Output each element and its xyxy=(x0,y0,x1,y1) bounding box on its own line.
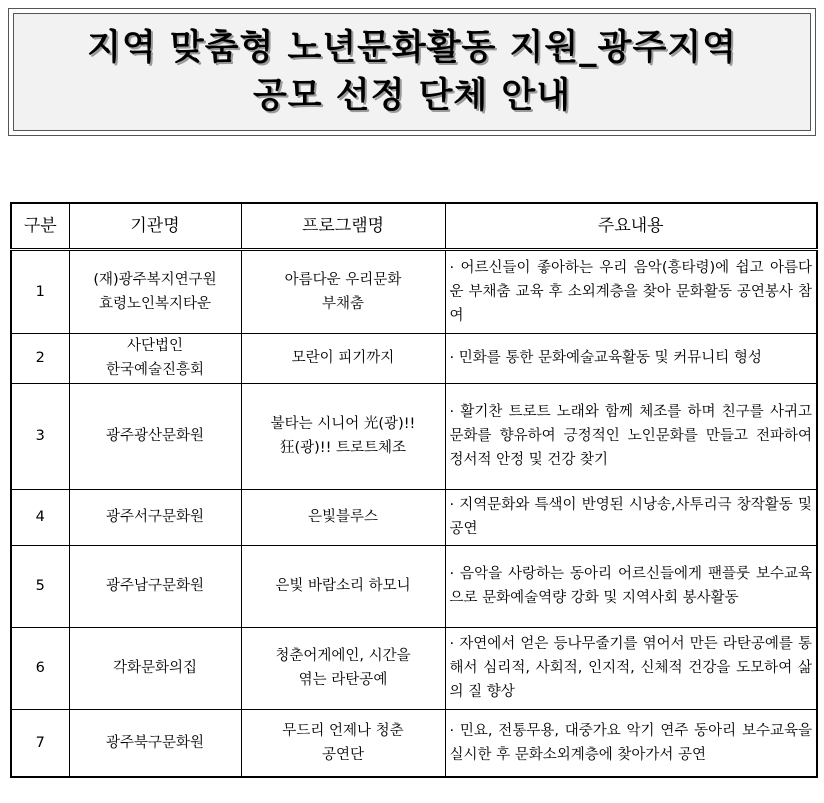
program-line: 은빛 바람소리 하모니 xyxy=(275,578,411,594)
row-number: 7 xyxy=(11,709,69,777)
organization-cell xyxy=(69,709,241,777)
title-box xyxy=(8,8,816,136)
program-line: 은빛블루스 xyxy=(307,509,379,525)
content-cell: · 자연에서 얻은 등나무줄기를 엮어서 만든 라탄공예를 통해서 심리적, 사회적, 인지적, 신체적 건강을 도모하여 삶의 질 향상 xyxy=(445,627,817,709)
content-cell: · 민화를 통한 문화예술교육활동 및 커뮤니티 형성 xyxy=(445,333,817,383)
program-cell xyxy=(241,333,445,383)
organization-cell xyxy=(69,383,241,489)
program-cell xyxy=(241,383,445,489)
content-cell: · 어르신들이 좋아하는 우리 음악(흥타령)에 쉽고 아름다운 부채춤 교육 후 소외계층을 찾아 문화활동 공연봉사 참여 xyxy=(445,249,817,333)
title-line-1: 지역 맞춤형 노년문화활동 지원_광주지역 xyxy=(87,28,737,68)
organization-cell xyxy=(69,249,241,333)
organization-line: 광주북구문화원 xyxy=(105,734,205,751)
row-number: 4 xyxy=(11,489,69,545)
table-row xyxy=(11,249,817,333)
row-number: 2 xyxy=(11,333,69,383)
program-line: 부채춤 xyxy=(321,295,365,312)
program-line: 아름다운 우리문화 xyxy=(284,271,402,288)
title-line-2: 공모 선정 단체 안내 xyxy=(252,76,572,116)
program-line: 狂(광)!! 트로트체조 xyxy=(279,440,407,456)
title-panel xyxy=(13,13,811,131)
header-category: 구분 xyxy=(11,203,69,249)
organization-line: 각화문화의집 xyxy=(112,660,198,676)
program-line: 불타는 시니어 光(광)!! xyxy=(270,416,416,432)
table-row xyxy=(11,489,817,545)
content-cell: · 지역문화와 특색이 반영된 시낭송,사투리극 창작활동 및 공연 xyxy=(445,489,817,545)
organization-line: 광주서구문화원 xyxy=(105,509,205,525)
program-line: 공연단 xyxy=(321,746,365,763)
selection-table xyxy=(10,202,818,778)
row-number: 1 xyxy=(11,249,69,333)
program-cell xyxy=(241,545,445,627)
organization-cell xyxy=(69,545,241,627)
content-cell: · 활기찬 트로트 노래와 함께 체조를 하며 친구를 사귀고 문화를 향유하여 긍정적인 노인문화를 만들고 전파하여 정서적 안정 및 건강 찾기 xyxy=(445,383,817,489)
program-cell xyxy=(241,627,445,709)
organization-line: 광주광산문화원 xyxy=(105,428,205,444)
organization-cell xyxy=(69,489,241,545)
organization-line: 효령노인복지타운 xyxy=(98,295,212,312)
organization-line: 한국예술진흥회 xyxy=(105,362,205,378)
header-organization: 기관명 xyxy=(69,203,241,249)
organization-cell xyxy=(69,627,241,709)
program-cell xyxy=(241,249,445,333)
header-program: 프로그램명 xyxy=(241,203,445,249)
table-row xyxy=(11,709,817,777)
row-number: 6 xyxy=(11,627,69,709)
table-row xyxy=(11,627,817,709)
content-cell: · 민요, 전통무용, 대중가요 악기 연주 동아리 보수교육을 실시한 후 문화소외계층에 찾아가서 공연 xyxy=(445,709,817,777)
program-cell xyxy=(241,489,445,545)
program-line: 무드리 언제나 청춘 xyxy=(282,722,404,739)
organization-cell xyxy=(69,333,241,383)
program-line: 엮는 라탄공예 xyxy=(298,672,388,688)
organization-line: 사단법인 xyxy=(126,338,184,354)
program-line: 모란이 피기까지 xyxy=(291,350,395,366)
row-number: 3 xyxy=(11,383,69,489)
program-line: 청춘어게에인, 시간을 xyxy=(275,648,411,664)
program-cell xyxy=(241,709,445,777)
table-row xyxy=(11,333,817,383)
table-header-row xyxy=(11,203,817,249)
organization-line: 광주남구문화원 xyxy=(105,578,205,594)
table-row xyxy=(11,545,817,627)
row-number: 5 xyxy=(11,545,69,627)
content-cell: · 음악을 사랑하는 동아리 어르신들에게 팬플룻 보수교육으로 문화예술역량 강화 및 지역사회 봉사활동 xyxy=(445,545,817,627)
header-content: 주요내용 xyxy=(445,203,817,249)
organization-line: (재)광주복지연구원 xyxy=(93,271,217,288)
table-row xyxy=(11,383,817,489)
